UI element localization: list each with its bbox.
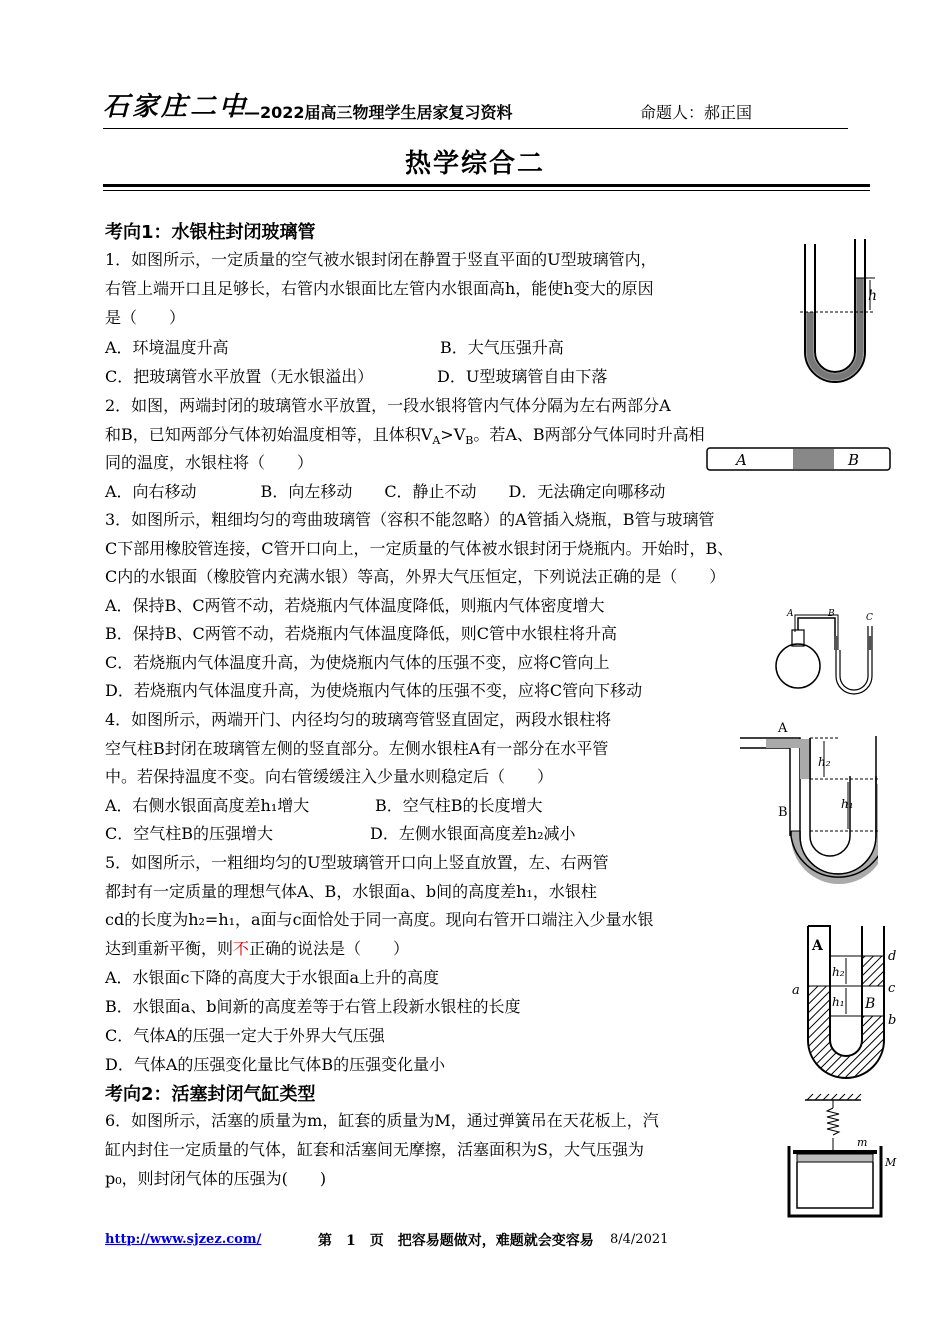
- q4-option-b: B．空气柱B的长度增大: [375, 796, 543, 815]
- q5-fig-d-label: d: [888, 949, 897, 964]
- q1-option-b: B．大气压强升高: [440, 338, 564, 357]
- q1-line-1: 1．如图所示，一定质量的空气被水银封闭在静置于竖直平面的U型玻璃管内，: [105, 250, 657, 269]
- q6-fig-m-label: m: [857, 1136, 868, 1149]
- q5-line-1: 5．如图所示，一粗细均匀的U型玻璃管开口向上竖直放置，左、右两管: [105, 853, 609, 872]
- q4-line-2: 空气柱B封闭在玻璃管左侧的竖直部分。左侧水银柱A有一部分在水平管: [105, 739, 609, 758]
- q5-line-2: 都封有一定质量的理想气体A、B，水银面a、b间的高度差h₁，水银柱: [105, 882, 597, 901]
- q4-bent-tube-figure: [738, 716, 878, 890]
- q4-line-1: 4．如图所示，两端开门、内径均匀的玻璃弯管竖直固定，两段水银柱将: [105, 710, 612, 729]
- q5-line-4-pre: 达到重新平衡，则: [105, 939, 234, 958]
- q6-cylinder-figure: [783, 1092, 903, 1224]
- q5-fig-h1-label: h₁: [832, 995, 845, 1009]
- q1-option-a: A．环境温度升高: [105, 338, 229, 357]
- q1-option-d: D．U型玻璃管自由下落: [437, 367, 608, 386]
- q2-line-2: [105, 425, 705, 451]
- q3-option-a: A．保持B、C两管不动，若烧瓶内气体温度降低，则瓶内气体密度增大: [105, 596, 605, 615]
- q4-fig-h2-label: h₂: [818, 755, 831, 769]
- section-heading-1: 考向1：水银柱封闭玻璃管: [105, 222, 316, 243]
- q5-line-3: cd的长度为h₂=h₁，a面与c面恰处于同一高度。现向右管开口端注入少量水银: [105, 910, 654, 929]
- q6-line-2: 缸内封住一定质量的气体，缸套和活塞间无摩擦，活塞面积为S，大气压强为: [105, 1140, 644, 1159]
- q1-line-3: 是（ ）: [105, 308, 186, 327]
- q1-u-tube-figure: [795, 234, 885, 394]
- doc-title: 热学综合二: [404, 149, 545, 179]
- q6-line-1: 6．如图所示，活塞的质量为m，缸套的质量为M，通过弹簧吊在天花板上，汽: [105, 1111, 659, 1130]
- q2-fig-b-label: B: [848, 451, 860, 469]
- q3-line-2: C下部用橡胶管连接，C管开口向上，一定质量的气体被水银封闭于烧瓶内。开始时，B、: [105, 539, 734, 558]
- q4-option-c: C．空气柱B的压强增大: [105, 824, 274, 843]
- q1-line-2: 右管上端开口且足够长，右管内水银面比左管内水银面高h，能使h变大的原因: [105, 279, 654, 298]
- q1-option-c: C．把玻璃管水平放置（无水银溢出）: [105, 367, 374, 386]
- q2-line-2-text: 和B，已知两部分气体初始温度相等，且体积V: [105, 425, 433, 444]
- footer-page: 第 1 页 把容易题做对，难题就会变容易: [318, 1233, 594, 1249]
- q5-option-b: B．水银面a、b间新的高度差等于右管上段新水银柱的长度: [105, 997, 521, 1016]
- q2-line-2-end: 。若A、B两部分气体同时升高相: [473, 425, 705, 444]
- q5-emphasis-not: 不: [233, 939, 250, 958]
- q3-line-1: 3．如图所示，粗细均匀的弯曲玻璃管（容积不能忽略）的A管插入烧瓶，B管与玻璃管: [105, 510, 715, 529]
- q5-u-tube-figure: [790, 920, 900, 1096]
- q5-fig-c-label: c: [888, 981, 896, 996]
- q5-fig-gas-b-label: B: [865, 996, 876, 1012]
- q2-sub-b: B: [465, 434, 474, 448]
- q5-option-a: A．水银面c下降的高度大于水银面a上升的高度: [105, 968, 440, 987]
- footer-url-link[interactable]: http://www.sjzez.com/: [105, 1232, 262, 1247]
- q6-fig-M-label: M: [885, 1156, 897, 1169]
- q3-flask-figure: [772, 606, 887, 702]
- school-logo: 石家庄二中: [103, 92, 249, 122]
- q3-option-d: D．若烧瓶内气体温度升高，为使烧瓶内气体的压强不变，应将C管向下移动: [105, 681, 643, 700]
- header-author: 命题人：郝正国: [640, 103, 753, 122]
- q5-fig-a-label: a: [792, 983, 800, 998]
- q1-fig-h-label: h: [868, 288, 878, 304]
- q3-fig-a-label: A: [787, 609, 794, 619]
- q4-line-3: 中。若保持温度不变。向右管缓缓注入少量水则稳定后（ ）: [105, 767, 554, 786]
- title-rule-thin: [103, 190, 870, 191]
- q5-option-c: C．气体A的压强一定大于外界大气压强: [105, 1026, 385, 1045]
- q3-line-3: C内的水银面（橡胶管内充满水银）等高，外界大气压恒定，下列说法正确的是（ ）: [105, 567, 726, 586]
- q4-fig-a-label: A: [778, 721, 788, 736]
- header-rule: [103, 128, 848, 129]
- q2-options: A．向右移动 B．向左移动 C．静止不动 D．无法确定向哪移动: [105, 482, 666, 501]
- q5-fig-h2-label: h₂: [832, 965, 845, 979]
- q2-horizontal-tube-figure: [706, 446, 892, 474]
- q3-option-b: B．保持B、C两管不动，若烧瓶内气体温度降低，则C管中水银柱将升高: [105, 624, 618, 643]
- q2-line-1: 2．如图，两端封闭的玻璃管水平放置，一段水银将管内气体分隔为左右两部分A: [105, 396, 671, 415]
- header-title: ——2022届高三物理学生居家复习资料: [228, 103, 513, 122]
- q4-option-a: A．右侧水银面高度差h₁增大: [105, 796, 310, 815]
- q4-fig-h1-label: h₁: [841, 797, 854, 811]
- q2-line-2-mid: >V: [440, 425, 466, 444]
- title-rule-thick: [103, 184, 870, 187]
- q2-sub-a: A: [432, 434, 441, 448]
- q5-line-4: [105, 939, 409, 959]
- q5-option-d: D．气体A的压强变化量比气体B的压强变化量小: [105, 1055, 446, 1074]
- q5-line-4-post: 正确的说法是（ ）: [249, 939, 410, 958]
- q3-fig-b-label: B: [828, 609, 835, 619]
- q6-line-3: p₀，则封闭气体的压强为( ): [105, 1169, 327, 1188]
- q3-fig-c-label: C: [866, 613, 873, 623]
- section-heading-2: 考向2：活塞封闭气缸类型: [105, 1084, 316, 1105]
- q2-line-3: 同的温度，水银柱将（ ）: [105, 453, 314, 472]
- q3-option-c: C．若烧瓶内气体温度升高，为使烧瓶内气体的压强不变，应将C管向上: [105, 653, 610, 672]
- q4-option-d: D．左侧水银面高度差h₂减小: [370, 824, 576, 843]
- footer-date: 8/4/2021: [610, 1232, 669, 1247]
- q2-fig-a-label: A: [736, 451, 747, 469]
- q4-fig-b-label: B: [778, 805, 788, 820]
- q5-fig-b-label: b: [888, 1013, 897, 1028]
- q5-fig-gas-a-label: A: [812, 938, 823, 954]
